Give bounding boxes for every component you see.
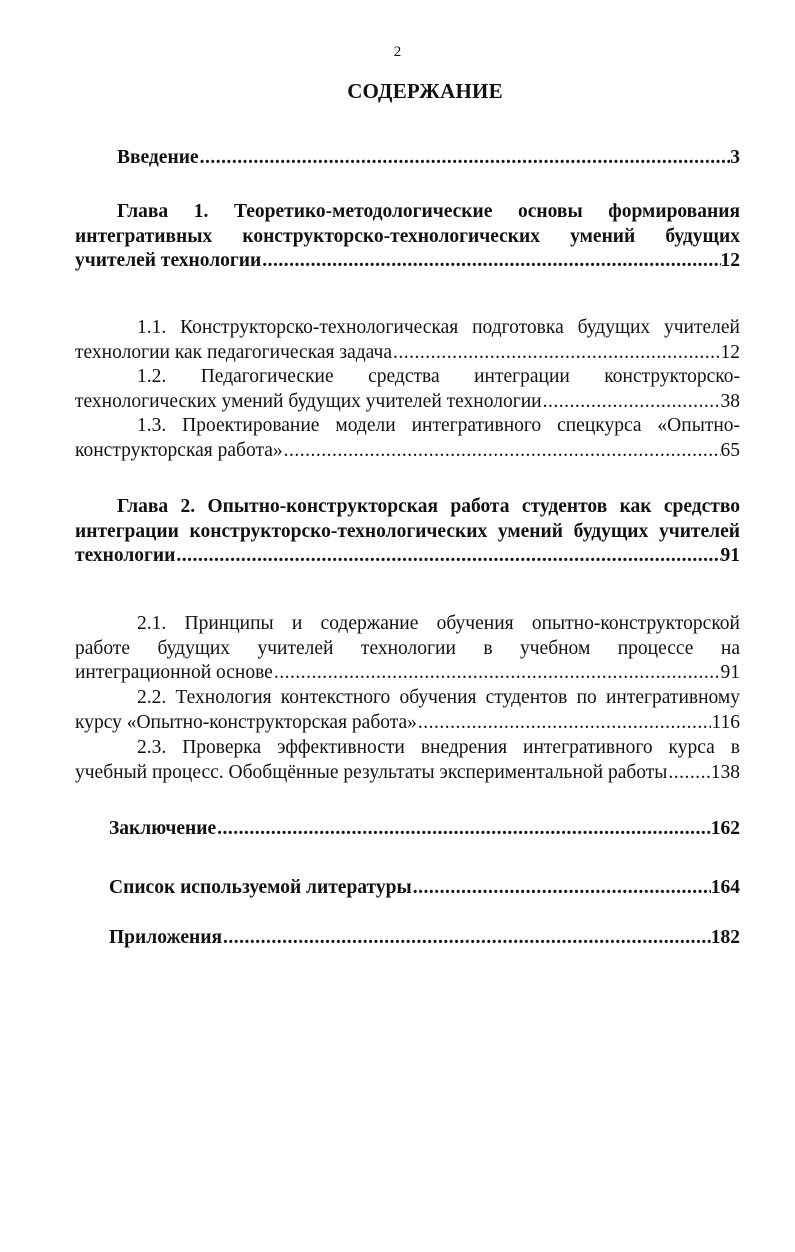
section-line: конструкторская работа»: [75, 439, 283, 461]
leader-dots: [261, 249, 720, 274]
leader-dots: [273, 661, 721, 686]
toc-page-number: 65: [720, 439, 740, 461]
section-line: 1.2. Педагогические средства интеграции конструкторско-: [137, 366, 740, 387]
toc-entry-appendices[interactable]: [75, 926, 740, 951]
toc-page-number: 116: [711, 711, 740, 733]
chapter-heading-line: Глава 1. Теоретико-методологические основы формирования: [117, 201, 740, 222]
leader-dots: [199, 146, 731, 171]
toc-page-number: 162: [710, 818, 740, 839]
section-line: 2.3. Проверка эффективности внедрения интегративного курса в: [137, 737, 740, 758]
section-line: работе будущих учителей технологии в учебном процессе на: [75, 637, 740, 659]
toc-page-number: 12: [720, 250, 740, 271]
section-line: технологии как педагогическая задача: [75, 341, 393, 363]
section-line: 2.1. Принципы и содержание обучения опытно-конструкторской: [137, 613, 740, 634]
leader-dots: [412, 876, 711, 901]
leader-dots: [283, 439, 721, 464]
section-line: курсу «Опытно-конструкторская работа»: [75, 711, 417, 733]
toc-entry-intro[interactable]: [75, 146, 740, 171]
section-line: 1.3. Проектирование модели интегративного спецкурса «Опытно-: [137, 415, 740, 436]
toc-page-number: 138: [710, 761, 740, 783]
section-line: интеграционной основе: [75, 662, 273, 683]
page-number: 2: [393, 44, 402, 60]
toc-chapter-1[interactable]: [75, 200, 740, 274]
toc-entry-references[interactable]: [75, 876, 740, 901]
chapter-heading-line: Глава 2. Опытно-конструкторская работа студентов как средство: [117, 496, 740, 517]
toc-page-number: 91: [720, 662, 740, 683]
toc-section-1-3[interactable]: [75, 414, 740, 463]
chapter-heading-line: технологии: [75, 545, 176, 566]
toc-entry-conclusion[interactable]: [75, 817, 740, 842]
toc-page-number: 182: [710, 927, 740, 948]
page-title: СОДЕРЖАНИЕ: [347, 79, 503, 103]
toc-entry-label: Список используемой литературы: [109, 877, 412, 898]
leader-dots: [417, 711, 712, 736]
leader-dots: [216, 817, 711, 842]
toc-section-1-1[interactable]: [75, 316, 740, 365]
section-line: 1.1. Конструкторско-технологическая подготовка будущих учителей: [137, 317, 740, 338]
toc-entry-label: Заключение: [109, 818, 217, 839]
chapter-heading-line: интегративных конструкторско-технологических умений будущих: [75, 225, 740, 247]
chapter-heading-line: учителей технологии: [75, 250, 262, 271]
toc-entry-label: Приложения: [109, 927, 223, 948]
toc-page-number: 3: [730, 147, 740, 168]
section-line: учебный процесс. Обобщённые результаты экспериментальной работы: [75, 761, 668, 783]
toc-section-2-1[interactable]: [75, 612, 740, 686]
toc-section-2-3[interactable]: [75, 736, 740, 785]
section-line: 2.2. Технология контекстного обучения студентов по интегративному: [137, 687, 740, 708]
toc-section-2-2[interactable]: [75, 686, 740, 735]
leader-dots: [222, 926, 711, 951]
leader-dots: [667, 761, 710, 786]
toc-chapter-2[interactable]: [75, 495, 740, 569]
leader-dots: [175, 544, 720, 569]
toc-page-number: 164: [710, 877, 740, 898]
toc-page-number: 12: [720, 341, 740, 363]
leader-dots: [392, 341, 720, 366]
toc-entry-label: Введение: [117, 147, 199, 168]
section-line: технологических умений будущих учителей технологии: [75, 390, 542, 412]
leader-dots: [542, 390, 721, 415]
toc-page-number: 91: [720, 545, 740, 566]
chapter-heading-line: интеграции конструкторско-технологических умений будущих учителей: [75, 520, 740, 542]
toc-section-1-2[interactable]: [75, 365, 740, 414]
toc-page-number: 38: [720, 390, 740, 412]
